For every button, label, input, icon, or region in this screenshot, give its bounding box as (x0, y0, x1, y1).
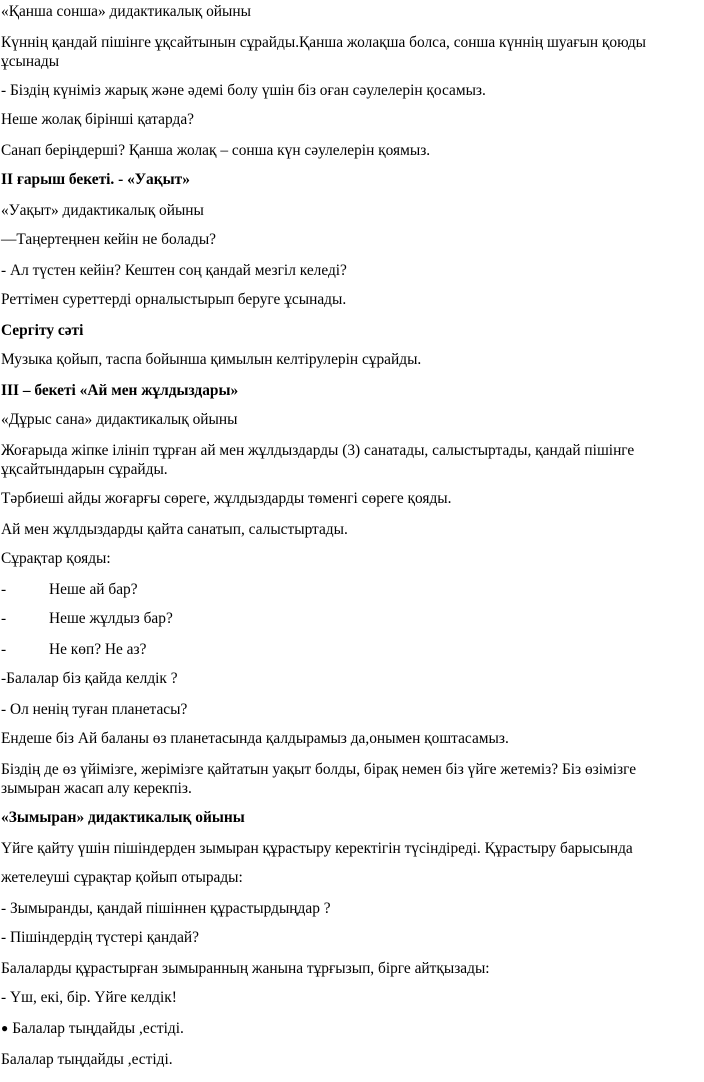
list-item-text: Неше ай бар? (49, 581, 138, 598)
list-item (1, 580, 697, 599)
paragraph-count: Санап беріңдерші? Қанша жолақ – сонша күн сәулелерін қоямыз. (1, 142, 431, 159)
paragraph-return-home: Біздің де өз үйімізге, жерімізге қайтатын уақыт болды, бірақ немен біз үйге жетеміз? Біз өзімізге зымыран жасап алу керекпіз. (1, 761, 637, 797)
bullet-item-text: Балалар тыңдайды ,естіді. (12, 1020, 184, 1037)
heading-station-2: II ғарыш бекеті. - «Уақыт» (1, 171, 190, 188)
paragraph-build-rocket: Үйге қайту үшін пішіндерден зымыран құрастыру керектігін түсіндіреді. Құрастыру барысында (1, 840, 633, 857)
paragraph-music: Музыка қойып, таспа бойынша қимылын келтірулерін сұрайды. (1, 351, 422, 368)
paragraph-morning-question: —Таңертеңнен кейін не болады? (1, 231, 217, 248)
paragraph-question-stripes: Неше жолақ бірінші қатарда? (1, 111, 194, 128)
paragraph-children-listen: Балалар тыңдайды ,естіді. (1, 1051, 173, 1068)
list-dash: - (1, 610, 7, 627)
paragraph-game-title-1: «Қанша сонша» дидактикалық ойыны (1, 3, 251, 20)
heading-rocket-game: «Зымыран» дидактикалық ойыны (1, 809, 245, 826)
paragraph-where-arrived: -Балалар біз қайда келдік ? (1, 670, 178, 687)
paragraph-countdown: - Үш, екі, бір. Үйге келдік! (1, 989, 177, 1006)
paragraph-teacher-shelf: Тәрбиеші айды жоғарғы сөреге, жұлдыздарды төменгі сөреге қояды. (1, 490, 452, 507)
list-dash: - (1, 641, 7, 658)
paragraph-questions-intro: Сұрақтар қояды: (1, 550, 111, 567)
paragraph-sun-shape: Күннің қандай пішінге ұқсайтынын сұрайды.Қанша жолақша болса, сонша күннің шуағын қоюды ұсынады (1, 34, 646, 70)
paragraph-recount: Ай мен жұлдыздарды қайта санатып, салыстыртады. (1, 521, 348, 538)
paragraph-rocket-shape-question: - Зымыранды, қандай пішіннен құрастырдыңдар ? (1, 900, 331, 917)
paragraph-colors-question: - Пішіндердің түстері қандай? (1, 929, 199, 946)
bullet-item (1, 1019, 697, 1039)
paragraph-moon-stars: Жоғарыда жіпке ілініп тұрған ай мен жұлдыздарды (3) санатады, салыстыртады, қандай пішінге ұқсайтындарын сұрайды. (1, 442, 635, 478)
bullet-icon: ● (1, 1021, 9, 1035)
list-item-text: Не көп? Не аз? (49, 641, 147, 658)
paragraph-farewell: Ендеше біз Ай баланы өз планетасында қалдырамыз да,онымен қоштасамыз. (1, 730, 509, 747)
paragraph-arrange-pictures: Реттімен суреттерді орналыстырып беруге ұсынады. (1, 291, 347, 308)
list-item-text: Неше жұлдыз бар? (49, 610, 173, 627)
heading-station-3: III – бекеті «Ай мен жұлдыздары» (1, 382, 239, 399)
paragraph-sun-rays: - Біздің күніміз жарық және әдемі болу үшін біз оған сәулелерін қосамыз. (1, 82, 486, 99)
paragraph-stand-by-rocket: Балаларды құрастырған зымыранның жанына тұрғызып, бірге айтқызады: (1, 960, 490, 977)
paragraph-game-title-2: «Уақыт» дидактикалық ойыны (1, 202, 204, 219)
list-dash: - (1, 581, 7, 598)
paragraph-game-title-3: «Дұрыс сана» дидактикалық ойыны (1, 411, 238, 428)
paragraph-home-planet: - Ол ненің туған планетасы? (1, 701, 188, 718)
list-item (1, 609, 697, 628)
heading-warmup: Сергіту сәті (1, 322, 84, 339)
paragraph-afternoon-question: - Ал түстен кейін? Кештен соң қандай мезгіл келеді? (1, 262, 347, 279)
list-item (1, 640, 697, 659)
paragraph-leading-questions: жетелеуші сұрақтар қойып отырады: (1, 869, 243, 886)
